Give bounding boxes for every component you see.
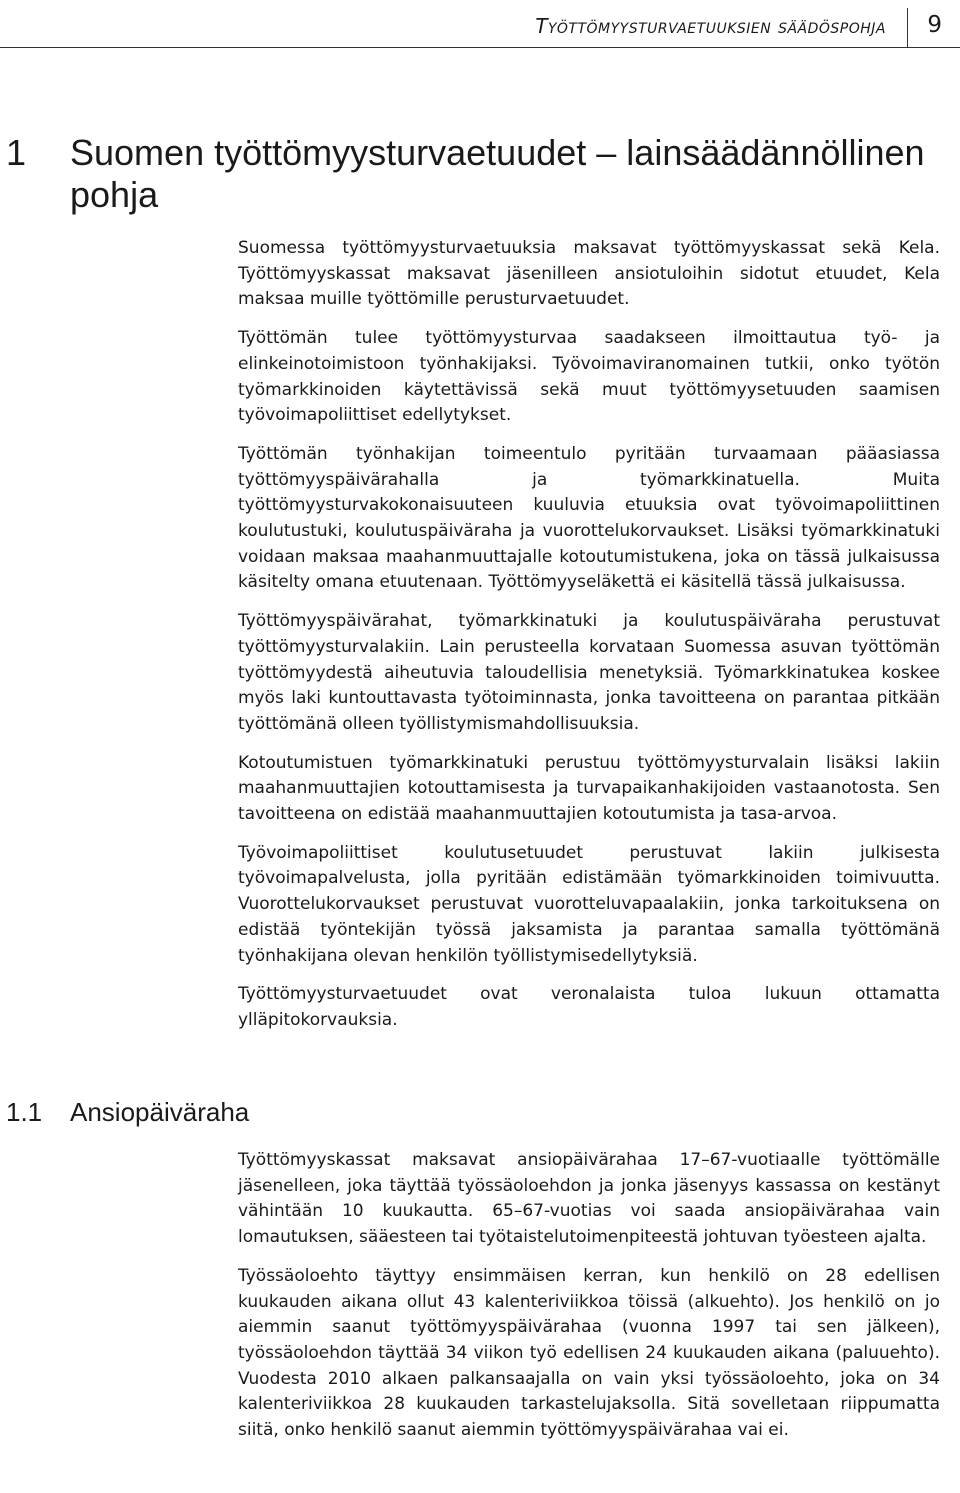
intro-text bbox=[238, 236, 940, 1047]
running-title: Työttömyysturvaetuuksien säädöspohja bbox=[535, 14, 886, 38]
section-title: Ansiopäiväraha bbox=[70, 1097, 250, 1127]
chapter-number: 1 bbox=[6, 132, 27, 173]
paragraph: Työvoimapoliittiset koulutusetuudet perustuvat lakiin julkisesta työvoimapalvelusta, jolla pyritään edistämään työmarkkinoiden toimivuutta. Vuorottelukorvaukset perustuvat vuorotteluvapaalakiin, jonka tarkoituksena on edistää työntekijän työssä jaksamista ja parantaa samalla työttömänä työnhakijana olevan henkilön työllistymisedellytyksiä. bbox=[238, 842, 940, 966]
running-header bbox=[0, 0, 960, 48]
paragraph: Kotoutumistuen työmarkkinatuki perustuu työttömyysturvalain lisäksi lakiin maahanmuuttajien kotouttamisesta ja turvapaikanhakijoiden vastaanotosta. Sen tavoitteena on edistää maahanmuuttajien kotoutumista ja tasa-arvoa. bbox=[238, 752, 940, 825]
section-text bbox=[238, 1148, 940, 1457]
header-divider bbox=[907, 8, 908, 48]
page-number: 9 bbox=[927, 12, 942, 38]
section-number: 1.1 bbox=[6, 1097, 43, 1127]
chapter-title: Suomen työttömyysturvaetuudet – lainsäädännöllinen pohja bbox=[70, 132, 925, 215]
paragraph: Työttömyyspäivärahat, työmarkkinatuki ja koulutuspäiväraha perustuvat työttömyysturvalakiin. Lain perusteella korvataan Suomessa asuvan työttömän työttömyydestä aiheutuvia taloudellisia menetyksiä. Työmarkkinatukea koskee myös laki kuntouttavasta työtoiminnasta, jonka tavoitteena on parantaa pitkään työttömänä olleen työllistymismahdollisuuksia. bbox=[238, 611, 940, 734]
paragraph: Työttömyyskassat maksavat ansiopäivärahaa 17–67-vuotiaalle työttömälle jäsenelleen, joka täyttää työssäoloehdon ja jonka jäsenyys kassassa on kestänyt vähintään 10 kuukautta. 65–67-vuotias voi saada ansiopäivärahaa vain lomautuksen, sääesteen tai työtaistelutoimenpiteestä johtuvan työesteen ajalta. bbox=[238, 1150, 940, 1248]
paragraph: Työttömän tulee työttömyysturvaa saadakseen ilmoittautua työ- ja elinkeinotoimistoon työnhakijaksi. Työvoimaviranomainen tutkii, onko työtön työmarkkinoiden käytettävissä sekä muut työttömyysetuuden saamisen työvoimapoliittiset edellytykset. bbox=[238, 328, 940, 426]
paragraph: Työttömyysturvaetuudet ovat veronalaista tuloa lukuun ottamatta ylläpitokorvauksia. bbox=[238, 984, 940, 1030]
paragraph: Työssäoloehto täyttyy ensimmäisen kerran, kun henkilö on 28 edellisen kuukauden aikana ollut 43 kalenteriviikkoa töissä (alkuehto). Jos henkilö on jo aiemmin saanut työttömyyspäivärahaa (vuonna 1997 tai sen jälkeen), työssäoloehdon täyttää 34 viikon työ edellisen 24 kuukauden aikana (paluuehto). Vuodesta 2010 alkaen palkansaajalla on vain yksi työssäoloehto, joka on 34 kalenteriviikkoa 28 kuukauden tarkastelujaksolla. Sitä sovelletaan riippumatta siitä, onko henkilö saanut aiemmin työttömyyspäivärahaa vai ei. bbox=[238, 1265, 940, 1441]
header-rule bbox=[0, 47, 960, 48]
paragraph: Työttömän työnhakijan toimeentulo pyritään turvaamaan pääasiassa työttömyyspäivärahalla ja työmarkkinatuella. Muita työttömyysturvakokonaisuuteen kuuluvia etuuksia ovat työvoimapoliittinen koulutustuki, koulutuspäiväraha ja vuorottelukorvaukset. Lisäksi työmarkkinatuki voidaan maksaa maahanmuuttajalle kotoutumistukena, joka on tässä julkaisussa käsitelty omana etuutenaan. Työttömyyseläkettä ei käsitellä tässä julkaisussa. bbox=[238, 443, 940, 593]
paragraph: Suomessa työttömyysturvaetuuksia maksavat työttömyyskassat sekä Kela. Työttömyyskassat maksavat jäsenilleen ansiotuloihin sidotut etuudet, Kela maksaa muille työttömille perusturvaetuudet. bbox=[238, 238, 940, 310]
